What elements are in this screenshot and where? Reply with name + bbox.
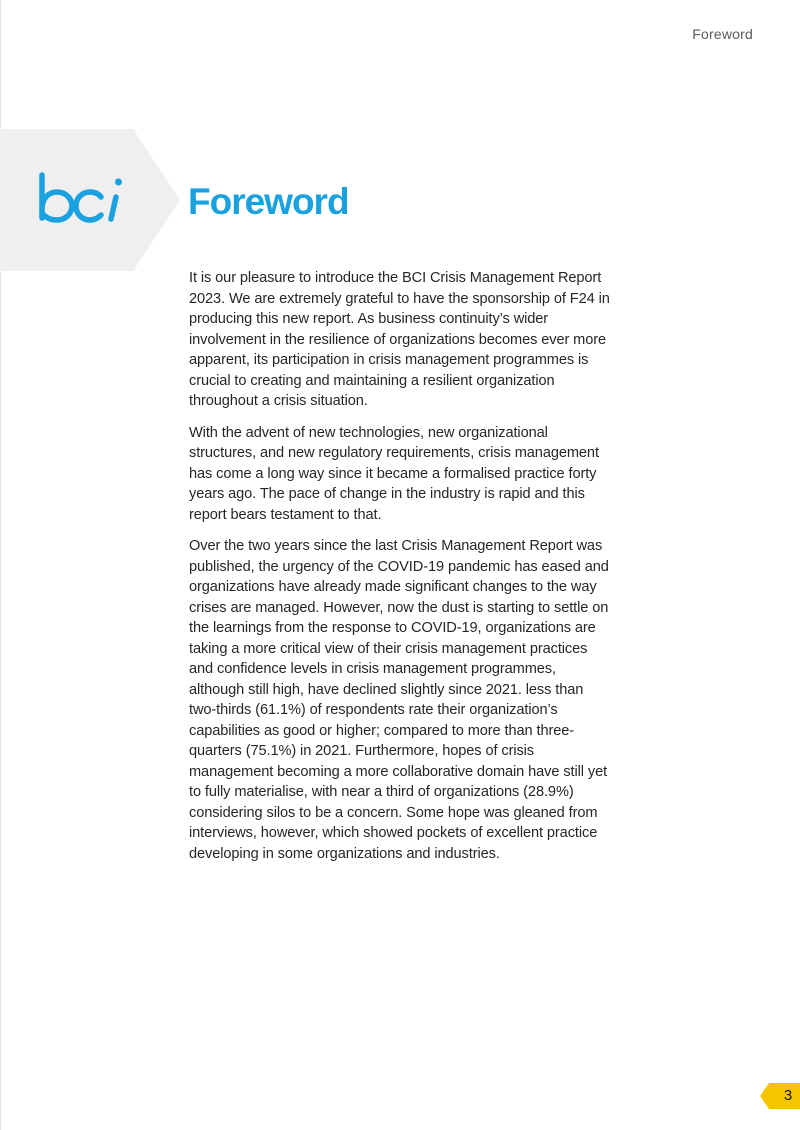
logo-banner-shape	[0, 129, 180, 271]
page-title: Foreword	[188, 181, 349, 222]
page-number-badge	[760, 1083, 800, 1109]
logo-dot	[115, 179, 122, 186]
logo-banner	[0, 129, 180, 271]
paragraph-1: It is our pleasure to introduce the BCI Crisis Management Report 2023. We are extremely grateful to have the sponsorship of F24 in producing this new report. As business continuity’s wider involvement in the resilience of organizations becomes ever more apparent, its participation in crisis management programmes is crucial to creating and maintaining a resilient organization throughout a crisis situation.	[189, 270, 610, 409]
paragraph-3: Over the two years since the last Crisis Management Report was published, the urgency of the COVID-19 pandemic has eased and organizations have already made significant changes to the way crises are managed. However, now the dust is starting to settle on the learnings from the response to COVID-19, organizations are taking a more critical view of their crisis management practices and confidence levels in crisis management programmes, although still high, have declined slightly since 2021. less than two-thirds (61.1%) of respondents rate their organization’s capabilities as good or higher; compared to more than three-quarters (75.1%) in 2021. Furthermore, hopes of crisis management becoming a more collaborative domain have still yet to fully materialise, with near a third of organizations (28.9%) considering silos to be a concern. Some hope was gleaned from interviews, however, which showed pockets of excellent practice developing in some organizations and industries.	[189, 538, 609, 862]
body-text	[189, 268, 614, 875]
paragraph-2: With the advent of new technologies, new organizational structures, and new regulatory requirements, crisis management has come a long way since it became a formalised practice forty years ago. The pace of change in the industry is rapid and this report bears testament to that.	[189, 424, 599, 523]
running-header: Foreword	[692, 26, 753, 42]
page-number: 3	[783, 1087, 793, 1104]
